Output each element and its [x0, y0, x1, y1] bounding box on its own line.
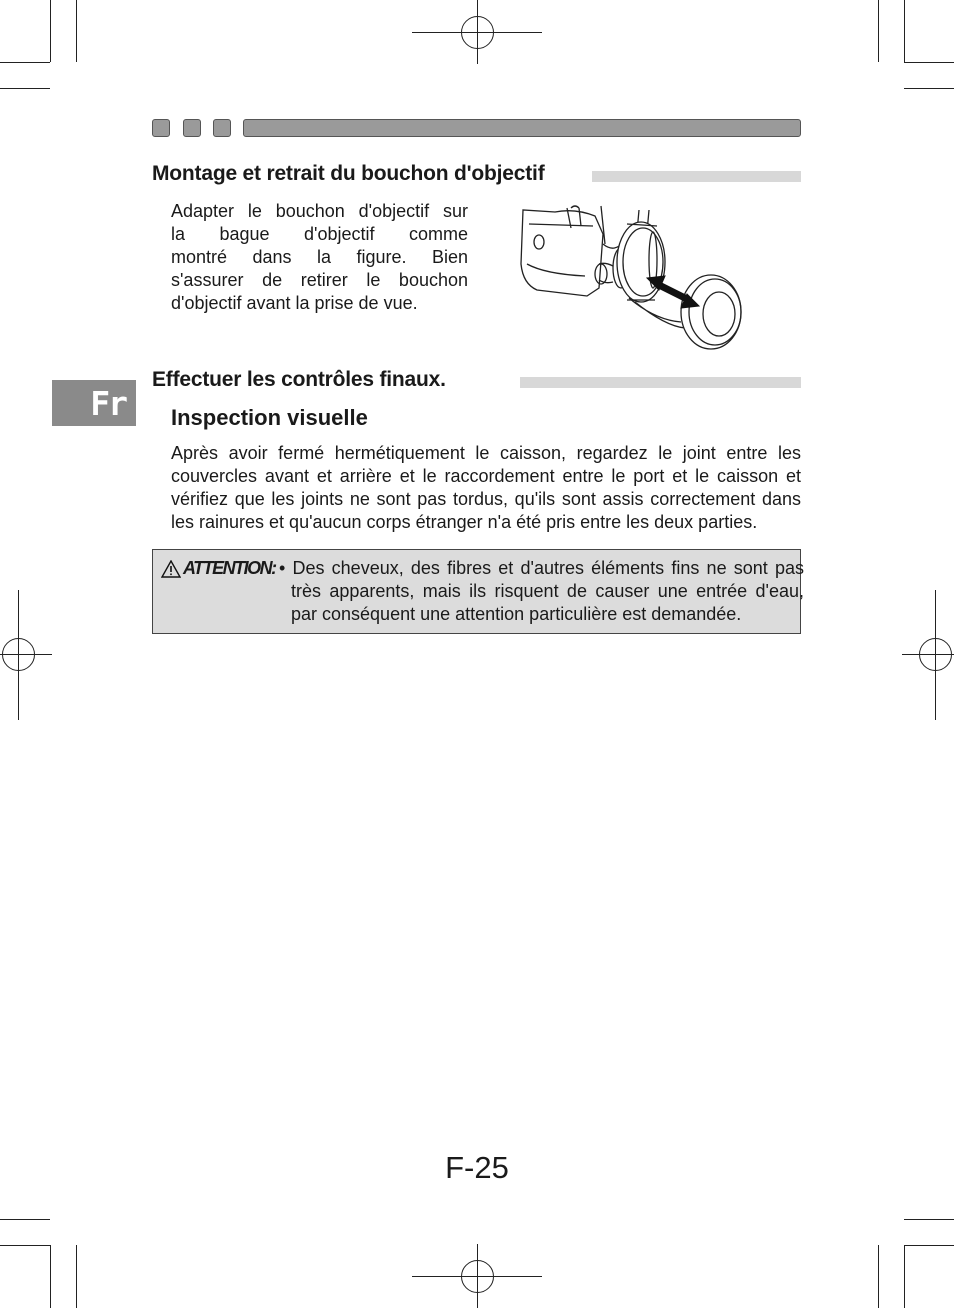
lens-cap-illustration [515, 204, 747, 354]
warning-icon [161, 560, 181, 578]
crop-mark [878, 1245, 879, 1308]
crop-mark [76, 0, 77, 62]
subsection-title: Inspection visuelle [171, 405, 368, 430]
caution-box [152, 549, 804, 634]
section-body [171, 200, 468, 315]
caution-text: • Des cheveux, des fibres et d'autres éléments fins ne sont pas très apparents, mais ils risquent de causer une entrée d'eau, par conséquent une attention particulière est demandée. [279, 558, 804, 624]
crop-mark [0, 1219, 50, 1220]
crop-mark [0, 88, 50, 89]
crop-mark [904, 1245, 905, 1308]
caution-label [161, 558, 276, 579]
crop-mark [904, 88, 954, 89]
page-number: F-25 [445, 1150, 509, 1185]
text-line: d'objectif avant la prise de vue. [171, 293, 418, 313]
crop-mark [76, 1245, 77, 1308]
text-line: montré dans la figure. Bien [171, 247, 468, 267]
section-rule [592, 171, 801, 182]
header-bar [243, 119, 801, 137]
header-square [213, 119, 231, 137]
crop-mark [0, 62, 50, 63]
text-line: la bague d'objectif comme [171, 224, 468, 244]
crop-mark [50, 1245, 51, 1308]
header-square [183, 119, 201, 137]
crop-mark [904, 62, 954, 63]
crop-mark [904, 1245, 954, 1246]
section-rule [520, 377, 801, 388]
caution-label-text: ATTENTION: [183, 558, 276, 578]
section-paragraph: Après avoir fermé hermétiquement le caisson, regardez le joint entre les couvercles avant et arrière et le raccordement entre le port et le caisson et vérifiez que les joints ne sont pas tordus, qu'ils sont assis correctement dans les rainures et qu'aucun corps étranger n'a été pris entre les deux parties. [171, 443, 801, 532]
language-tab [52, 380, 136, 426]
text-line: s'assurer de retirer le bouchon [171, 270, 468, 290]
section-title: Effectuer les contrôles finaux. [152, 368, 446, 391]
crop-mark [904, 1219, 954, 1220]
crop-mark [0, 1245, 50, 1246]
header-square [152, 119, 170, 137]
crop-mark [878, 0, 879, 62]
language-tab-label: Fr [90, 384, 126, 423]
crop-mark [50, 0, 51, 62]
text-line: Adapter le bouchon d'objectif sur [171, 201, 468, 221]
crop-mark [904, 0, 905, 62]
section-title: Montage et retrait du bouchon d'objectif [152, 162, 545, 185]
